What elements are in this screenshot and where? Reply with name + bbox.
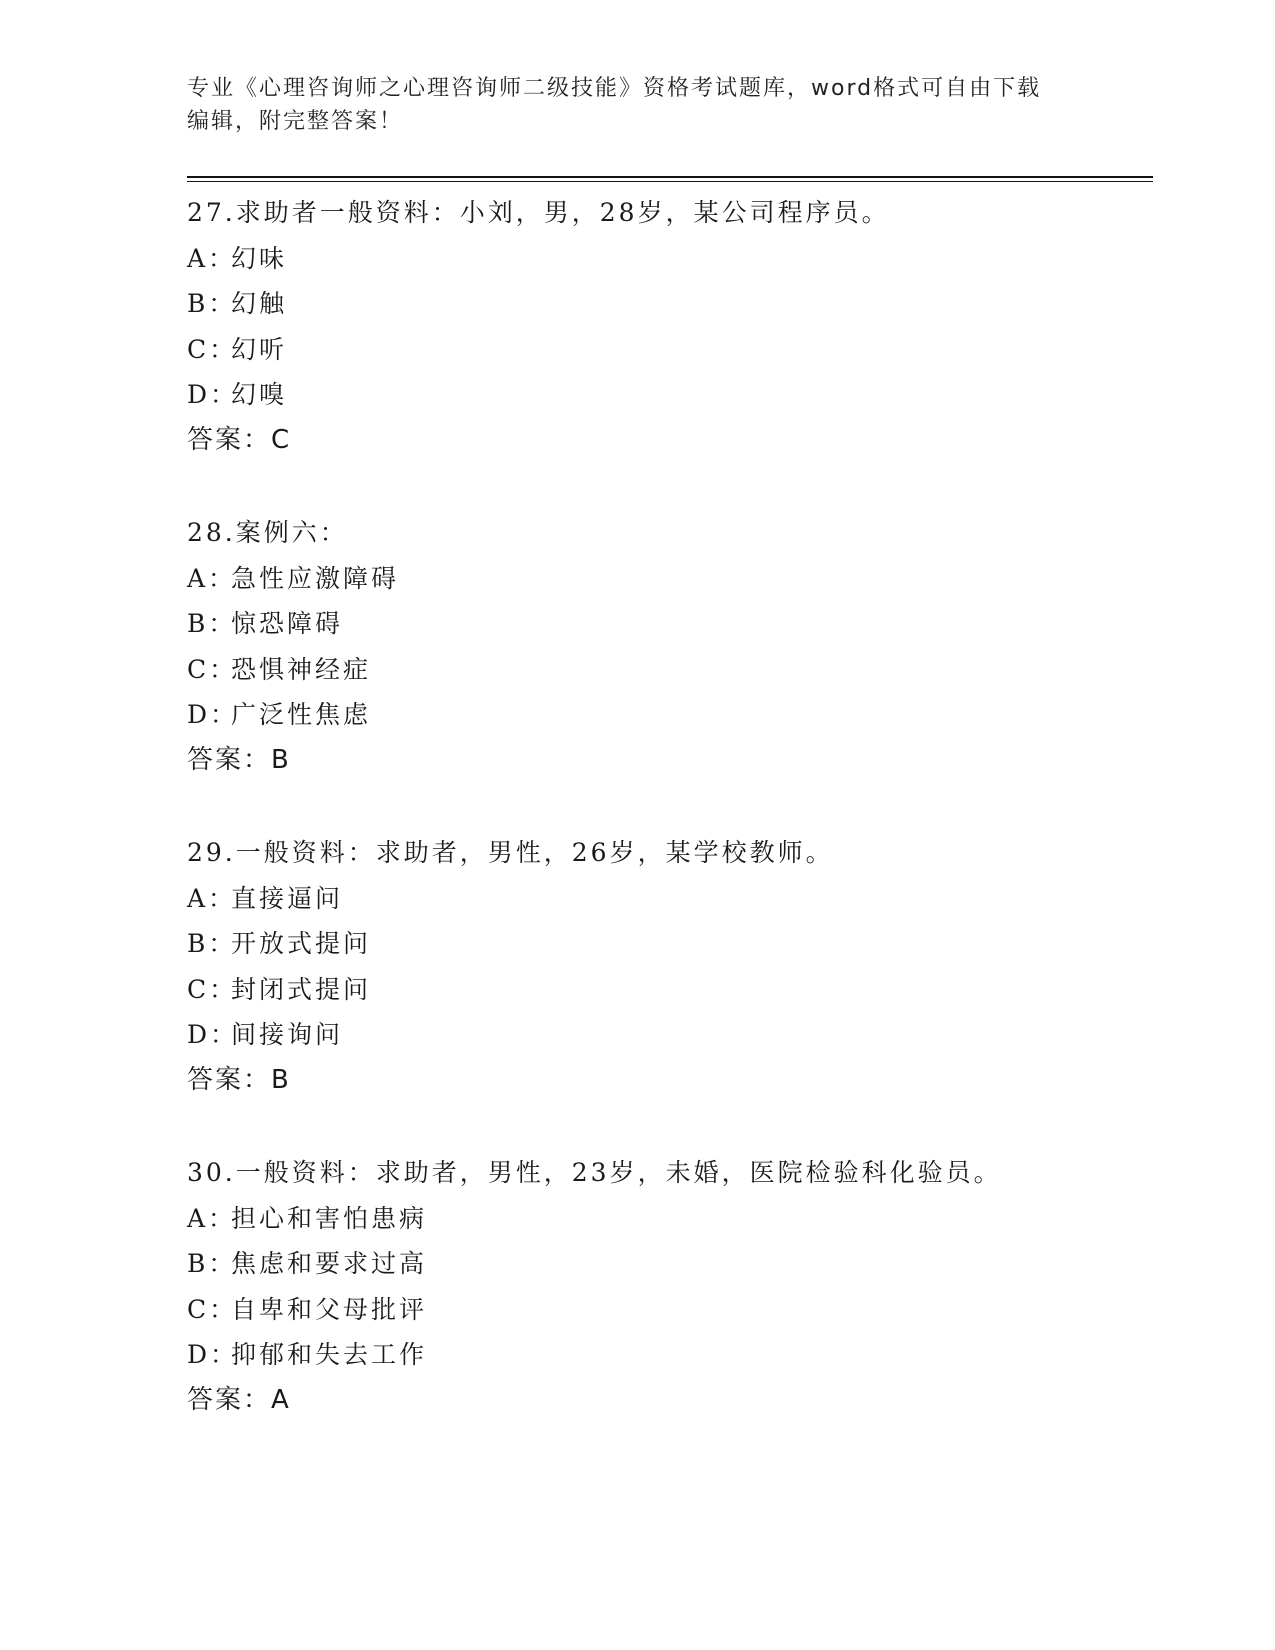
option-key: C：: [187, 1294, 238, 1324]
answer-line: 答案：A: [187, 1384, 291, 1415]
option-a: [187, 556, 1147, 602]
option-b: [187, 1241, 1147, 1287]
option-text: 直接逼问: [231, 883, 344, 913]
option-text: 广泛性焦虑: [231, 700, 372, 730]
option-text: 幻触: [231, 289, 288, 319]
option-key: C：: [187, 974, 238, 1004]
header-line-2: 编辑，附完整答案！: [187, 109, 404, 134]
option-text: 幻嗅: [231, 380, 288, 410]
option-text: 幻味: [231, 243, 288, 273]
option-text: 自卑和父母批评: [231, 1294, 428, 1324]
question-30: [187, 1150, 1147, 1470]
option-c: [187, 967, 1147, 1013]
option-key: A：: [187, 1203, 237, 1233]
option-text: 抑郁和失去工作: [231, 1340, 428, 1370]
option-d: [187, 1012, 1147, 1058]
option-c: [187, 1287, 1147, 1333]
answer-line: 答案：B: [187, 744, 291, 775]
option-key: C：: [187, 654, 238, 684]
option-text: 恐惧神经症: [231, 654, 372, 684]
option-text: 开放式提问: [231, 929, 372, 959]
question-29: [187, 830, 1147, 1150]
question-28: [187, 510, 1147, 830]
option-key: C：: [187, 334, 238, 364]
option-text: 间接询问: [231, 1020, 344, 1050]
option-text: 幻听: [231, 334, 288, 364]
question-stem: 28.案例六：: [187, 518, 348, 547]
option-text: 惊恐障碍: [231, 609, 344, 639]
option-key: A：: [187, 563, 237, 593]
option-text: 急性应激障碍: [231, 563, 400, 593]
option-text: 担心和害怕患病: [231, 1203, 428, 1233]
option-a: [187, 876, 1147, 922]
header-line-1: 专业《心理咨询师之心理咨询师二级技能》资格考试题库，word格式可自由下载: [187, 76, 1042, 101]
option-b: [187, 281, 1147, 327]
option-d: [187, 692, 1147, 738]
question-stem: 30.一般资料：求助者，男性，23岁，未婚，医院检验科化验员。: [187, 1158, 1002, 1187]
answer-line: 答案：B: [187, 1064, 291, 1095]
option-text: 封闭式提问: [231, 974, 372, 1004]
option-a: [187, 236, 1147, 282]
option-key: D：: [187, 380, 239, 410]
question-list: [187, 190, 1147, 1470]
header-rule-thin: [187, 181, 1153, 182]
option-key: B：: [187, 289, 237, 319]
option-key: D：: [187, 1020, 239, 1050]
option-a: [187, 1196, 1147, 1242]
option-key: D：: [187, 700, 239, 730]
option-c: [187, 327, 1147, 373]
option-key: B：: [187, 609, 237, 639]
option-text: 焦虑和要求过高: [231, 1249, 428, 1279]
answer-line: 答案：C: [187, 424, 292, 455]
option-key: A：: [187, 243, 237, 273]
option-d: [187, 372, 1147, 418]
question-27: [187, 190, 1147, 510]
question-stem: 27.求助者一般资料：小刘，男，28岁，某公司程序员。: [187, 198, 890, 227]
option-key: D：: [187, 1340, 239, 1370]
option-key: B：: [187, 929, 237, 959]
option-d: [187, 1332, 1147, 1378]
option-key: A：: [187, 883, 237, 913]
document-header: [187, 72, 1087, 138]
option-key: B：: [187, 1249, 237, 1279]
option-b: [187, 921, 1147, 967]
header-rule-thick: [187, 176, 1153, 178]
question-stem: 29.一般资料：求助者，男性，26岁，某学校教师。: [187, 838, 834, 867]
option-c: [187, 647, 1147, 693]
option-b: [187, 601, 1147, 647]
